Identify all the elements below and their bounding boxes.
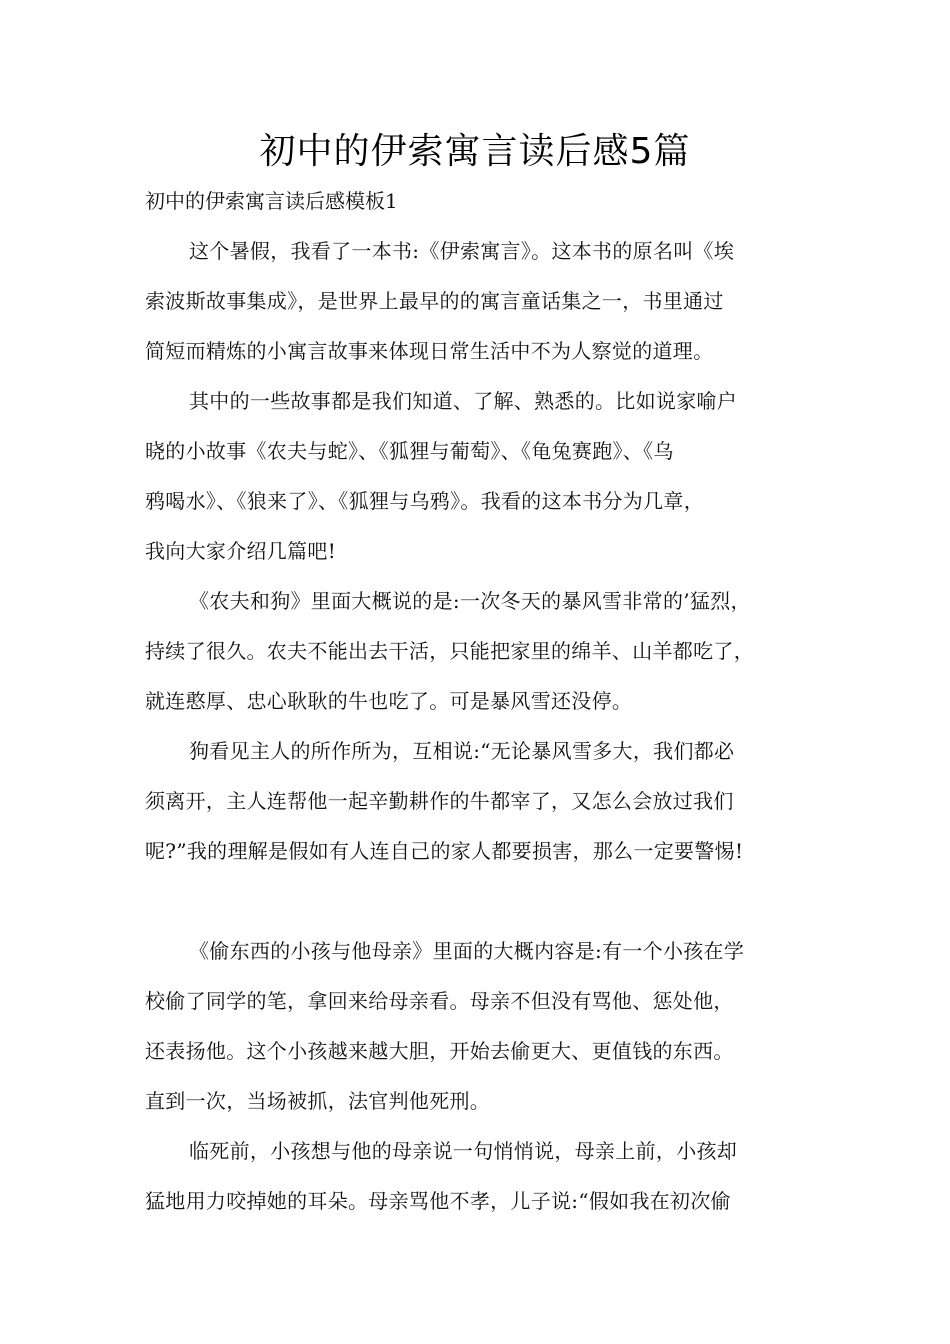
paragraph-line: 还表扬他。这个小孩越来越大胆，开始去偷更大、更值钱的东西。 xyxy=(145,1039,734,1063)
paragraph-line: 晓的小故事《农夫与蛇》、《狐狸与葡萄》、《龟兔赛跑》、《乌 xyxy=(145,439,674,463)
document-subtitle: 初中的伊索寓言读后感模板1 xyxy=(145,189,398,213)
paragraph-line: 直到一次，当场被抓，法官判他死刑。 xyxy=(145,1089,491,1113)
paragraph-line: 《农夫和狗》里面大概说的是:一次冬天的暴风雪非常的’猛烈， xyxy=(189,589,751,613)
paragraph-line: 鸦喝水》、《狼来了》、《狐狸与乌鸦》。我看的这本书分为几章， xyxy=(145,489,704,513)
paragraph-line: 呢?”我的理解是假如有人连自己的家人都要损害，那么一定要警惕! xyxy=(145,839,744,863)
paragraph-1 xyxy=(145,226,820,376)
paragraph-line: 就连憨厚、忠心耿耿的牛也吃了。可是暴风雪还没停。 xyxy=(145,689,633,713)
paragraph-line: 校偷了同学的笔，拿回来给母亲看。母亲不但没有骂他、惩处他， xyxy=(145,989,734,1013)
paragraph-line: 我向大家介绍几篇吧! xyxy=(145,539,337,563)
paragraph-2 xyxy=(145,376,820,576)
paragraph-line: 猛地用力咬掉她的耳朵。母亲骂他不孝，儿子说:“假如我在初次偷 xyxy=(145,1189,731,1213)
paragraph-4 xyxy=(145,726,820,876)
document-title: 初中的伊索寓言读后感5篇 xyxy=(259,131,691,172)
paragraph-line: 简短而精炼的小寓言故事来体现日常生活中不为人察觉的道理。 xyxy=(145,339,714,363)
paragraph-line: 须离开，主人连帮他一起辛勤耕作的牛都宰了，又怎么会放过我们 xyxy=(145,789,734,813)
paragraph-line: 临死前，小孩想与他的母亲说一句悄悄说，母亲上前，小孩却 xyxy=(189,1139,738,1163)
paragraph-line: 这个暑假，我看了一本书:《伊索寓言》。这本书的原名叫《埃 xyxy=(189,239,735,263)
paragraph-line: 狗看见主人的所作所为，互相说:“无论暴风雪多大，我们都必 xyxy=(189,739,735,763)
paragraph-line: 持续了很久。农夫不能出去干活，只能把家里的绵羊、山羊都吃了， xyxy=(145,639,754,663)
paragraph-3 xyxy=(145,576,820,726)
paragraph-6 xyxy=(145,1126,820,1226)
paragraph-line: 索波斯故事集成》，是世界上最早的的寓言童话集之一，书里通过 xyxy=(145,289,724,313)
paragraph-line: 其中的一些故事都是我们知道、了解、熟悉的。比如说家喻户 xyxy=(189,389,738,413)
paragraph-line: 《偷东西的小孩与他母亲》里面的大概内容是:有一个小孩在学 xyxy=(189,939,745,963)
paragraph-5 xyxy=(145,926,820,1126)
